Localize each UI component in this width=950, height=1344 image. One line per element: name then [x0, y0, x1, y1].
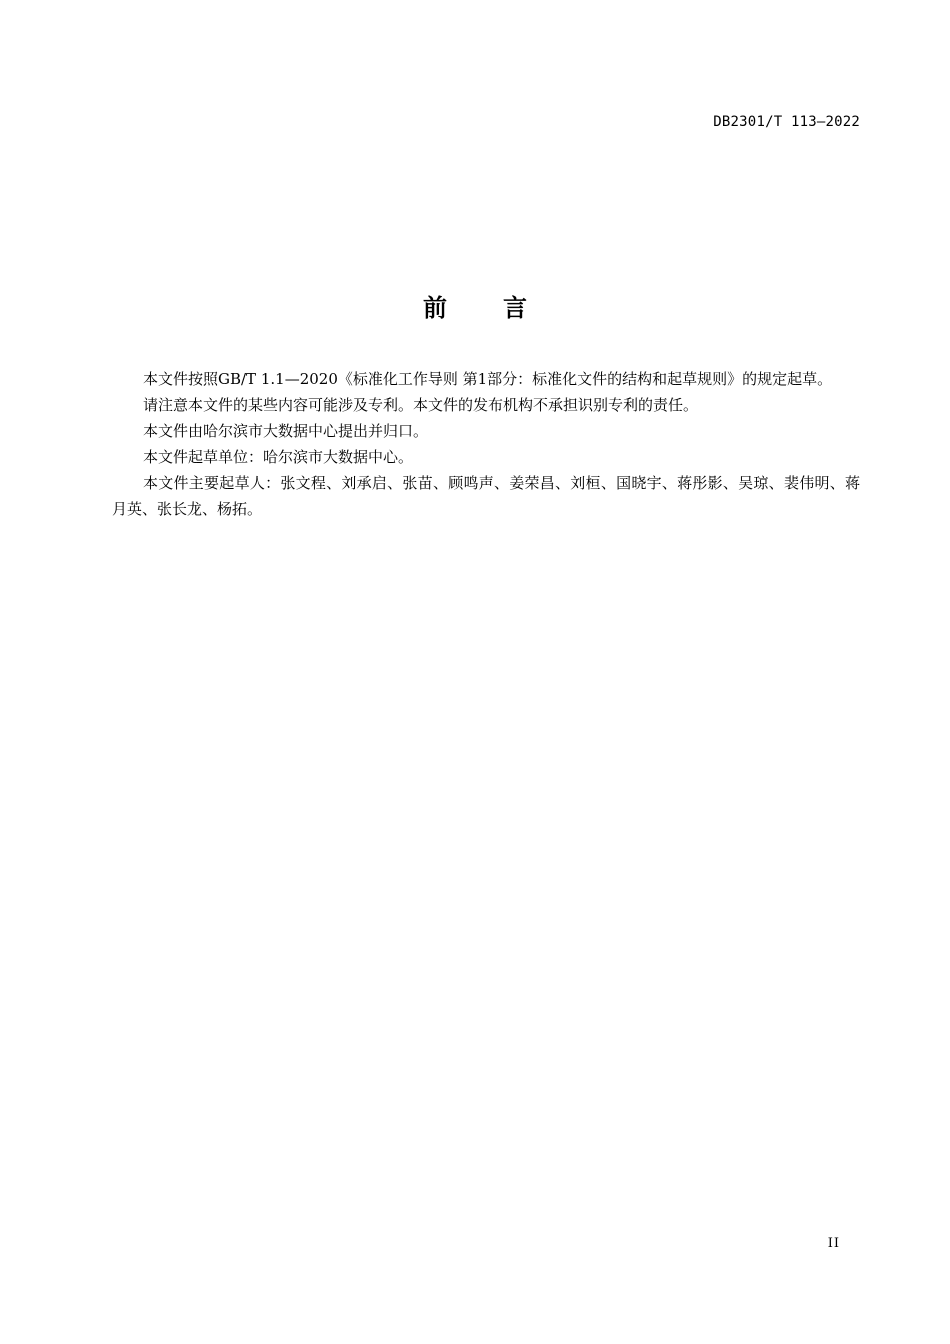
paragraph-drafters: 本文件主要起草人：张文程、刘承启、张苗、顾鸣声、姜荣昌、刘桓、国晓宇、蒋彤影、吴琼、裴伟明、蒋月英、张长龙、杨拓。: [112, 474, 860, 518]
preface-body: [112, 366, 860, 522]
paragraph-drafting-basis: 本文件按照GB/T 1.1—2020《标准化工作导则 第1部分：标准化文件的结构和起草规则》的规定起草。: [143, 370, 833, 388]
page-number: II: [827, 1236, 840, 1251]
paragraph-patent-notice: 请注意本文件的某些内容可能涉及专利。本文件的发布机构不承担识别专利的责任。: [143, 396, 699, 414]
section-title: 前言: [423, 294, 583, 322]
document-code: DB2301/T 113—2022: [713, 114, 860, 130]
paragraph-proposer: 本文件由哈尔滨市大数据中心提出并归口。: [143, 422, 429, 440]
paragraph-drafting-unit: 本文件起草单位：哈尔滨市大数据中心。: [143, 448, 414, 466]
